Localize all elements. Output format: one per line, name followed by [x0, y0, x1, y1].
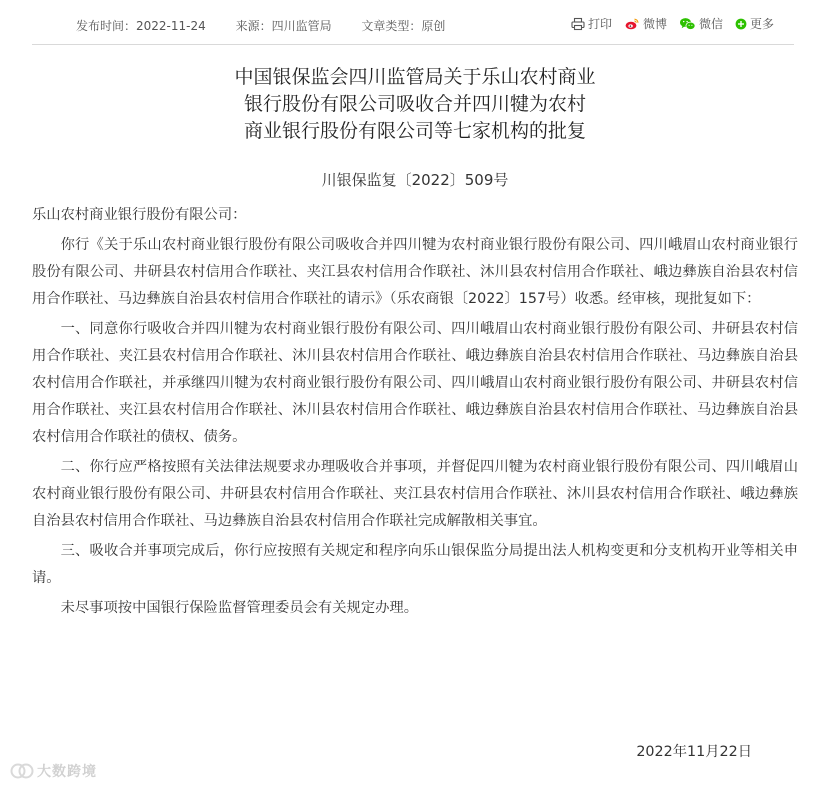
body-paragraph: 二、你行应严格按照有关法律法规要求办理吸收合并事项，并督促四川犍为农村商业银行股份有限公司、四川峨眉山农村商业银行股份有限公司、井研县农村信用合作联社、夹江县农村信用合作联社、沐川县农村信用合作联社、峨边彝族自治县农村信用合作联社、马边彝族自治县农村信用合作联社完成解散相关事宜。	[32, 459, 798, 529]
title-line: 银行股份有限公司吸收合并四川犍为农村	[243, 93, 586, 115]
plus-circle-icon	[735, 18, 747, 30]
watermark-text: 大数跨境	[37, 764, 97, 780]
print-button[interactable]	[571, 15, 612, 32]
article-body	[32, 202, 798, 622]
body-paragraph: 你行《关于乐山农村商业银行股份有限公司吸收合并四川犍为农村商业银行股份有限公司、四川峨眉山农村商业银行股份有限公司、井研县农村信用合作联社、夹江县农村信用合作联社、沐川县农村信用合作联社、峨边彝族自治县农村信用合作联社、马边彝族自治县农村信用合作联社的请示》（乐农商银〔2022〕157号）收悉。经审核，现批复如下：	[32, 237, 798, 307]
share-toolbar	[559, 15, 774, 32]
more-label: 更多	[749, 17, 774, 31]
title-line: 中国银保监会四川监管局关于乐山农村商业	[234, 66, 596, 88]
article-title	[0, 64, 830, 145]
more-share-button[interactable]	[735, 15, 774, 32]
weibo-icon	[624, 17, 640, 31]
watermark-logo-icon	[10, 762, 34, 780]
weibo-label: 微博	[642, 17, 667, 31]
salutation: 乐山农村商业银行股份有限公司：	[32, 207, 247, 223]
print-label: 打印	[587, 17, 612, 31]
printer-icon	[571, 17, 585, 31]
publish-time: 发布时间：2022-11-24	[76, 19, 206, 33]
article-meta-bar	[32, 0, 794, 45]
weibo-share-button[interactable]	[624, 15, 667, 32]
body-paragraph: 一、同意你行吸收合并四川犍为农村商业银行股份有限公司、四川峨眉山农村商业银行股份有限公司、井研县农村信用合作联社、夹江县农村信用合作联社、沐川县农村信用合作联社、峨边彝族自治县农村信用合作联社、马边彝族自治县农村信用合作联社，并承继四川犍为农村商业银行股份有限公司、四川峨眉山农村商业银行股份有限公司、井研县农村信用合作联社、夹江县农村信用合作联社、沐川县农村信用合作联社、峨边彝族自治县农村信用合作联社、马边彝族自治县农村信用合作联社的债权、债务。	[32, 321, 798, 445]
title-line: 商业银行股份有限公司等七家机构的批复	[243, 120, 586, 142]
wechat-share-button[interactable]	[679, 15, 723, 32]
document-date: 2022年11月22日	[636, 744, 752, 760]
article-source: 来源：四川监管局	[235, 19, 332, 33]
watermark	[10, 760, 97, 782]
article-type: 文章类型：原创	[361, 19, 446, 33]
article-meta-info	[76, 17, 471, 34]
wechat-icon	[679, 17, 696, 31]
body-paragraph: 三、吸收合并事项完成后，你行应按照有关规定和程序向乐山银保监分局提出法人机构变更和分支机构开业等相关申请。	[32, 543, 798, 586]
document-number: 川银保监复〔2022〕509号	[321, 171, 509, 189]
wechat-label: 微信	[698, 17, 723, 31]
body-paragraph: 未尽事项按中国银行保险监督管理委员会有关规定办理。	[60, 600, 419, 616]
